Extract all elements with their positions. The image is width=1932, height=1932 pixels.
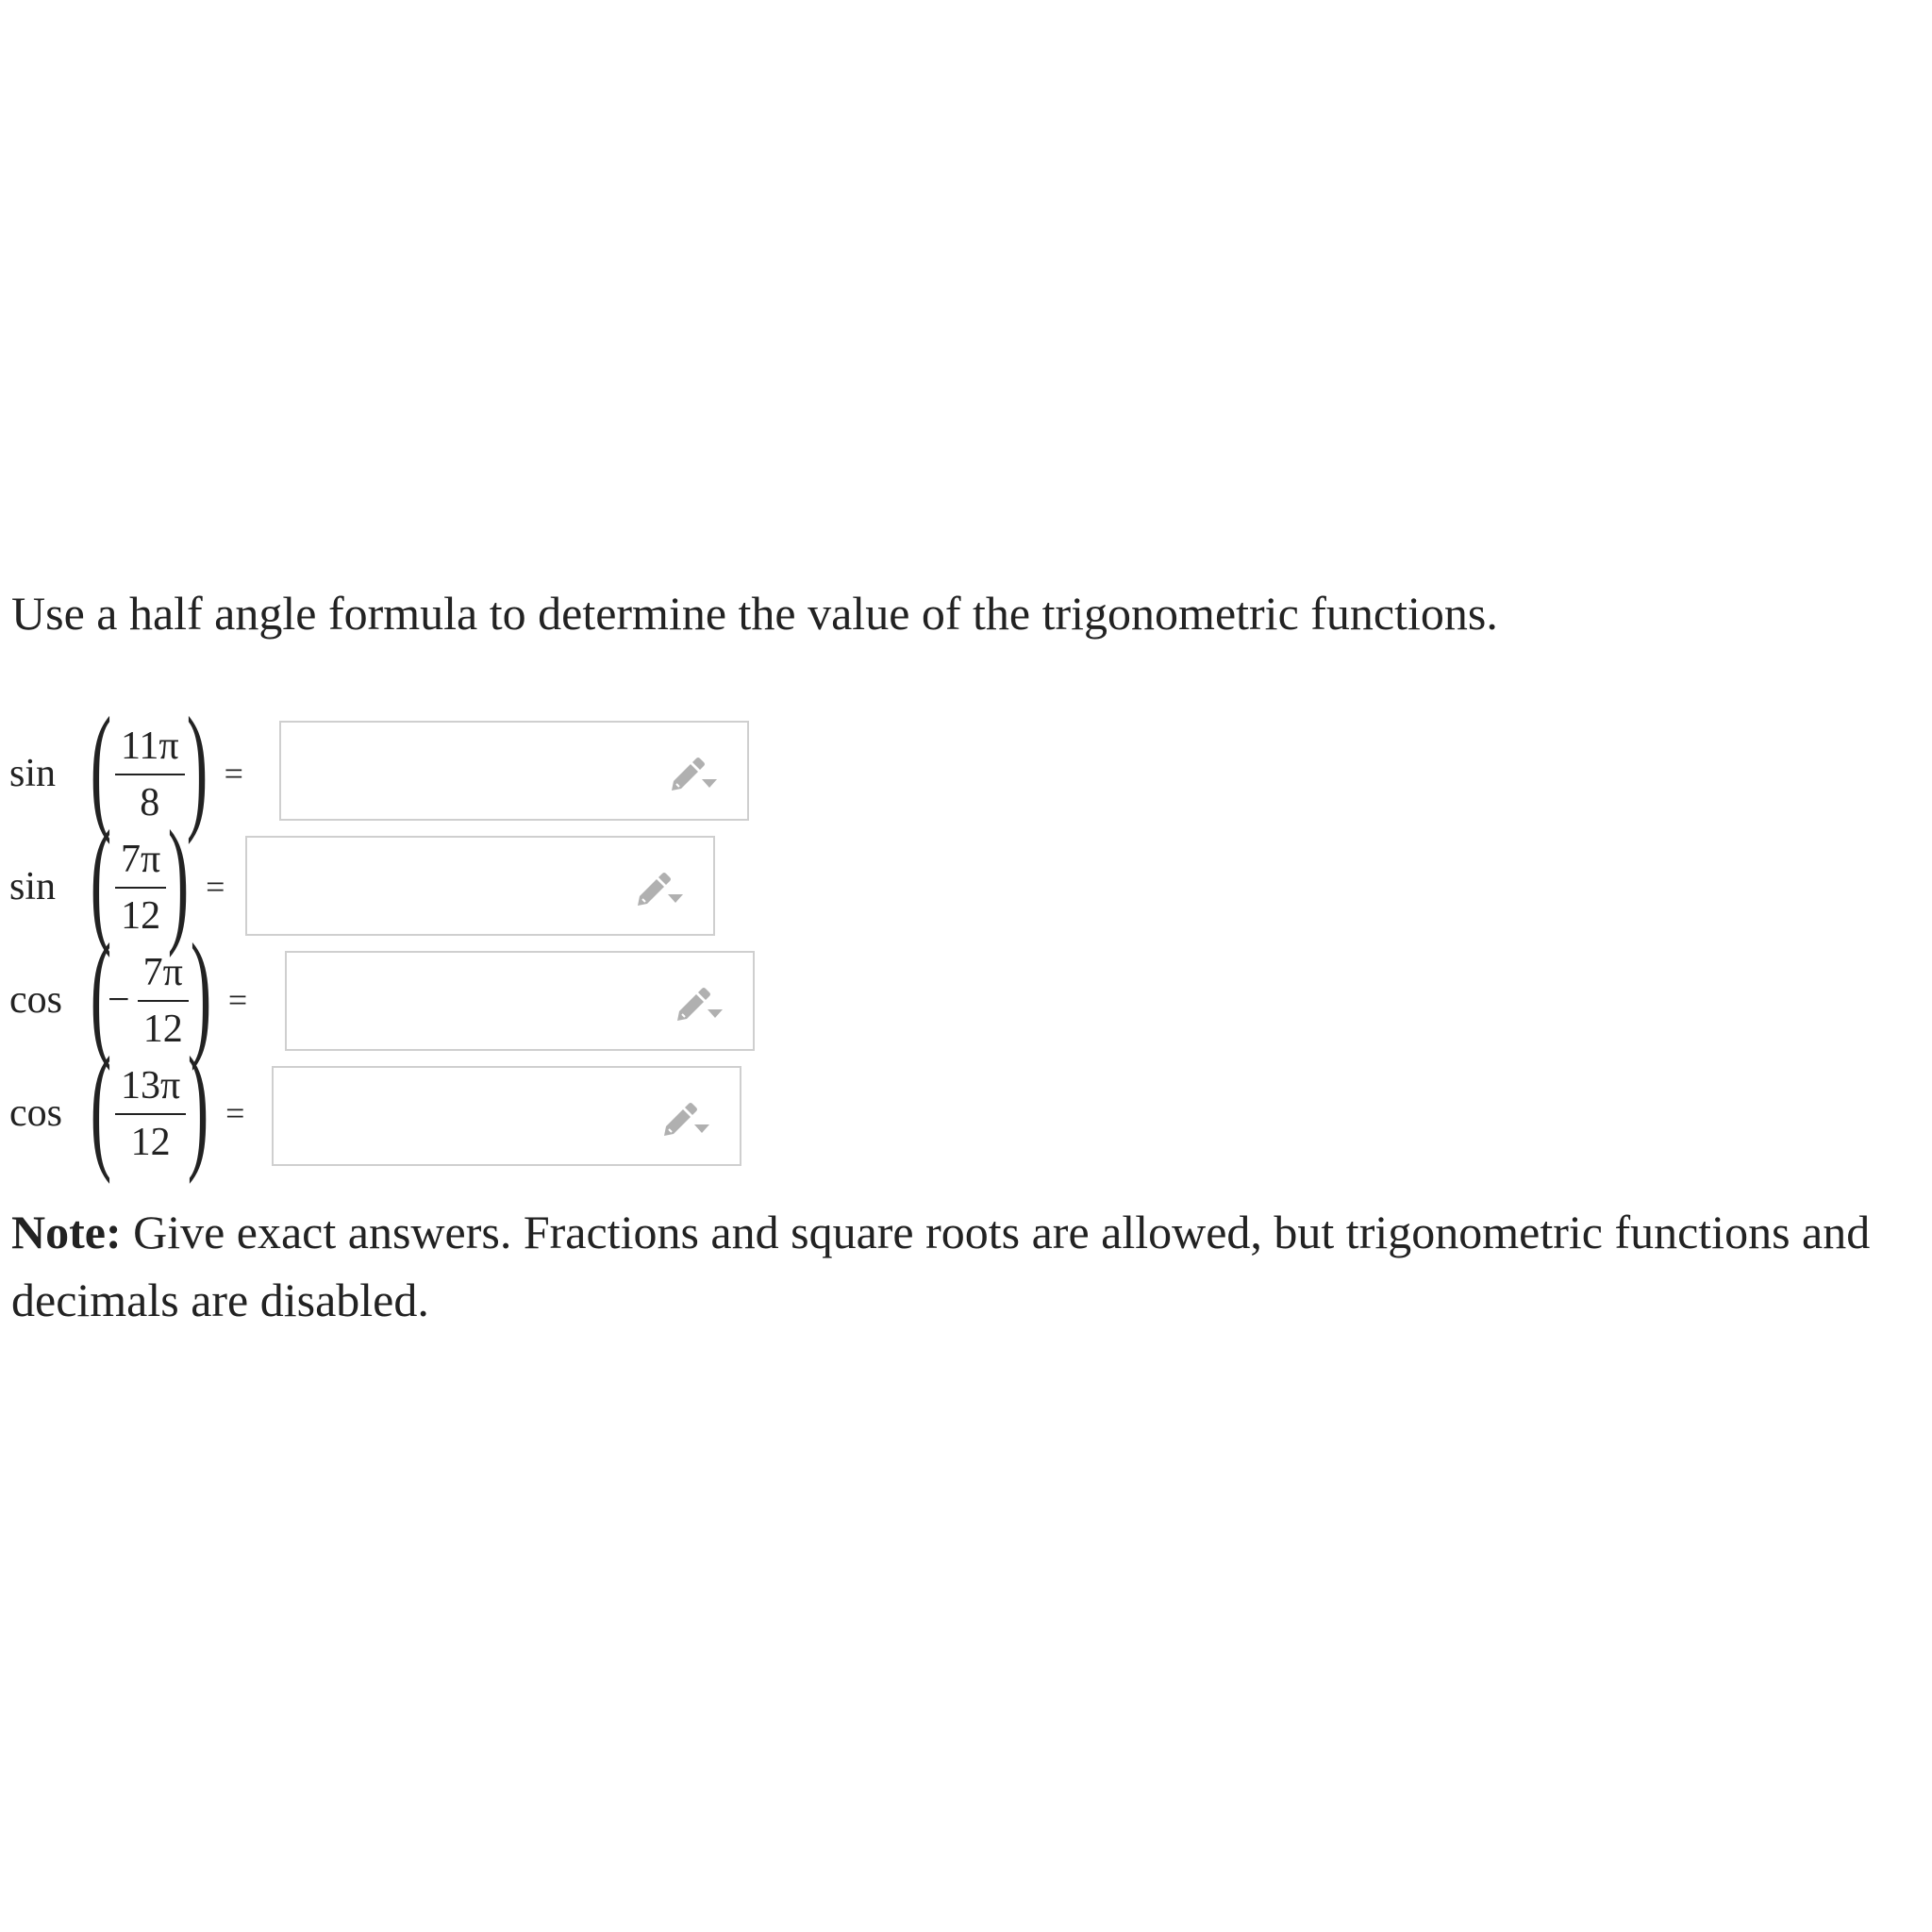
note-text: Give exact answers. Fractions and square roots are allowed, but trigonometric functions and decimals are disabled.	[11, 1206, 1871, 1326]
negative-sign: −	[107, 978, 130, 1022]
fraction-denominator: 8	[140, 781, 160, 824]
fraction-numerator: 13π	[115, 1064, 186, 1115]
left-paren: (	[90, 689, 112, 845]
function-name: cos	[9, 1091, 62, 1135]
answer-box-2[interactable]	[245, 836, 715, 936]
pencil-dropdown-icon[interactable]	[675, 983, 724, 1023]
question-prompt: Use a half angle formula to determine the value of the trigonometric functions.	[11, 587, 1498, 640]
left-paren: (	[90, 915, 112, 1072]
right-paren: )	[190, 915, 212, 1072]
problem-row-4	[9, 1028, 252, 1185]
angle-fraction	[109, 838, 172, 936]
fraction-denominator: 12	[142, 1008, 183, 1051]
right-paren: )	[167, 802, 190, 958]
fraction-numerator: 7π	[115, 838, 166, 889]
fraction-numerator: 11π	[115, 724, 185, 775]
equals-sign: =	[206, 868, 225, 906]
problem-row-1	[9, 689, 251, 845]
pencil-dropdown-icon[interactable]	[670, 753, 719, 792]
fraction-denominator: 12	[121, 894, 161, 938]
left-paren: (	[90, 1028, 112, 1185]
fraction-numerator: 7π	[138, 951, 189, 1002]
left-paren: (	[90, 802, 112, 958]
right-paren: )	[186, 689, 208, 845]
fraction-denominator: 12	[130, 1121, 171, 1164]
function-name: sin	[9, 752, 57, 795]
note-label: Note:	[11, 1206, 122, 1258]
answer-note	[11, 1198, 1917, 1334]
function-name: sin	[9, 865, 57, 908]
angle-fraction	[132, 951, 194, 1049]
problem-row-3	[9, 915, 255, 1072]
equals-sign: =	[227, 981, 248, 1019]
pencil-dropdown-icon[interactable]	[662, 1098, 711, 1138]
answer-box-4[interactable]	[272, 1066, 741, 1166]
pencil-dropdown-icon[interactable]	[636, 868, 685, 908]
function-name: cos	[9, 978, 62, 1022]
angle-fraction	[109, 1064, 192, 1162]
answer-box-3[interactable]	[285, 951, 755, 1051]
answer-box-1[interactable]	[279, 721, 749, 821]
right-paren: )	[187, 1028, 209, 1185]
equals-sign: =	[225, 1094, 245, 1132]
equals-sign: =	[224, 755, 243, 792]
